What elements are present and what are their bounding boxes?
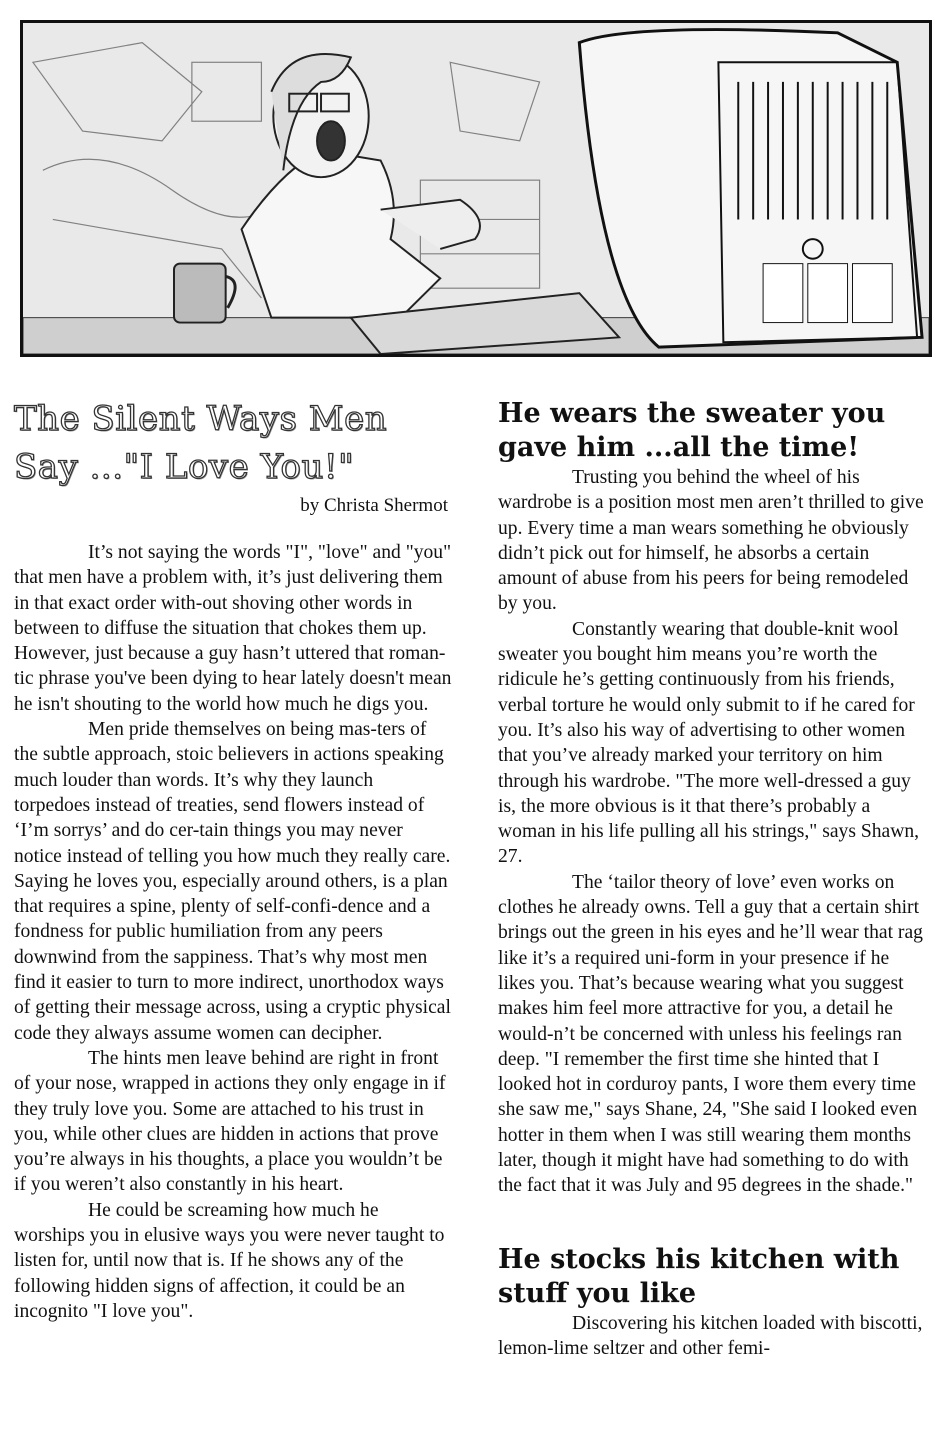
section-heading-sweater: He wears the sweater you gave him ...all the time! [498,398,886,463]
section-paragraph: Trusting you behind the wheel of his wardrobe is a position most men aren’t thrilled to give up. Every time a man wears something he obviously didn’t pick out for himself, he absorbs a certain amount of abuse from his peers for being remodeled by you. [498,467,924,615]
title-line-2: Say ..."I Love You!" [14,447,355,487]
mug-icon [174,264,235,323]
section-heading-kitchen: He stocks his kitchen with stuff you like [498,1243,900,1309]
intro-paragraph: He could be screaming how much he worships you in elusive ways you were never taught to listen for, until now that is. If he shows any of the following hidden signs of affection, it could be an incognito "I love you". [14,1199,445,1322]
section-paragraph: The ‘tailor theory of love’ even works on clothes he already owns. Tell a guy that a certain shirt brings out the green in his eyes and he’ll wear that rag like it’s a required uni-form in your presence if he likes you. That’s because wearing what you suggest makes him feel more attractive for you, a detail he would-n’t be concerned with unless his feelings ran deep. "I remember the first time she hinted that I looked hot in corduroy pants, I wore them every time she saw me," says Shane, 24, "She said I looked even hotter in them when I was still wearing them months later, though it might have had something to do with the fact that it was July and 95 degrees in the shade." [498,871,923,1197]
section-text-sweater [498,465,928,1199]
intro-paragraph: The hints men leave behind are right in front of your nose, wrapped in actions they only engage in if they truly love you. Some are attached to his trust in you, while other clues are hidden in actions that prove you’re always in his thoughts, a place you wouldn’t be if you weren’t also constantly in his heart. [14,1047,446,1196]
article-title [14,395,454,491]
title-line-1: The Silent Ways Men [14,399,388,439]
comic-illustration [20,20,932,357]
section-paragraph: Discovering his kitchen loaded with biscotti, lemon-lime seltzer and other femi- [498,1312,923,1359]
section-text-kitchen [498,1311,928,1362]
right-column [498,397,928,1361]
intro-paragraph: It’s not saying the words "I", "love" and "you" that men have a problem with, it’s just delivering them in that exact order with-out shoving other words in between to diffuse the situation that chokes them up. However, just because a guy hasn’t uttered that roman-tic phrase you've been dying to hear lately doesn't mean he isn't shouting to the world how much he digs you. [14,542,452,715]
intro-paragraph: Men pride themselves on being mas-ters of the subtle approach, stoic believers in actions speaking much louder than words. It’s why they launch torpedoes instead of treaties, send flowers instead of ‘I’m sorrys’ and do cer-tain things you may never notice instead of telling you how much they really care. Saying he loves you, especially around others, is a plan that requires a spine, plenty of self-confi-dence and a fondness for public humiliation from any peers downwind from the sappiness. That’s why most men find it easier to turn to more indirect, unorthodox ways of getting their message across, using a cryptic physical code they always assume women can decipher. [14,719,451,1044]
illustration-drawing [23,23,929,354]
section-paragraph: Constantly wearing that double-knit wool sweater you bought him means you’re worth the ridicule he’s getting continuously from his friends, verbal torture he would only submit to if he cared for you. It’s also his way of advertising to other women that you’ve already marked your territory on him through his wardrobe. "The more well-dressed a guy is, the more obvious is it that there’s probably a woman in his life pulling all his strings," says Shawn, 27. [498,618,920,868]
byline: by Christa Shermot [300,495,448,516]
intro-text [14,540,454,1324]
left-column [14,395,454,1324]
computer-monitor-icon [579,30,922,348]
